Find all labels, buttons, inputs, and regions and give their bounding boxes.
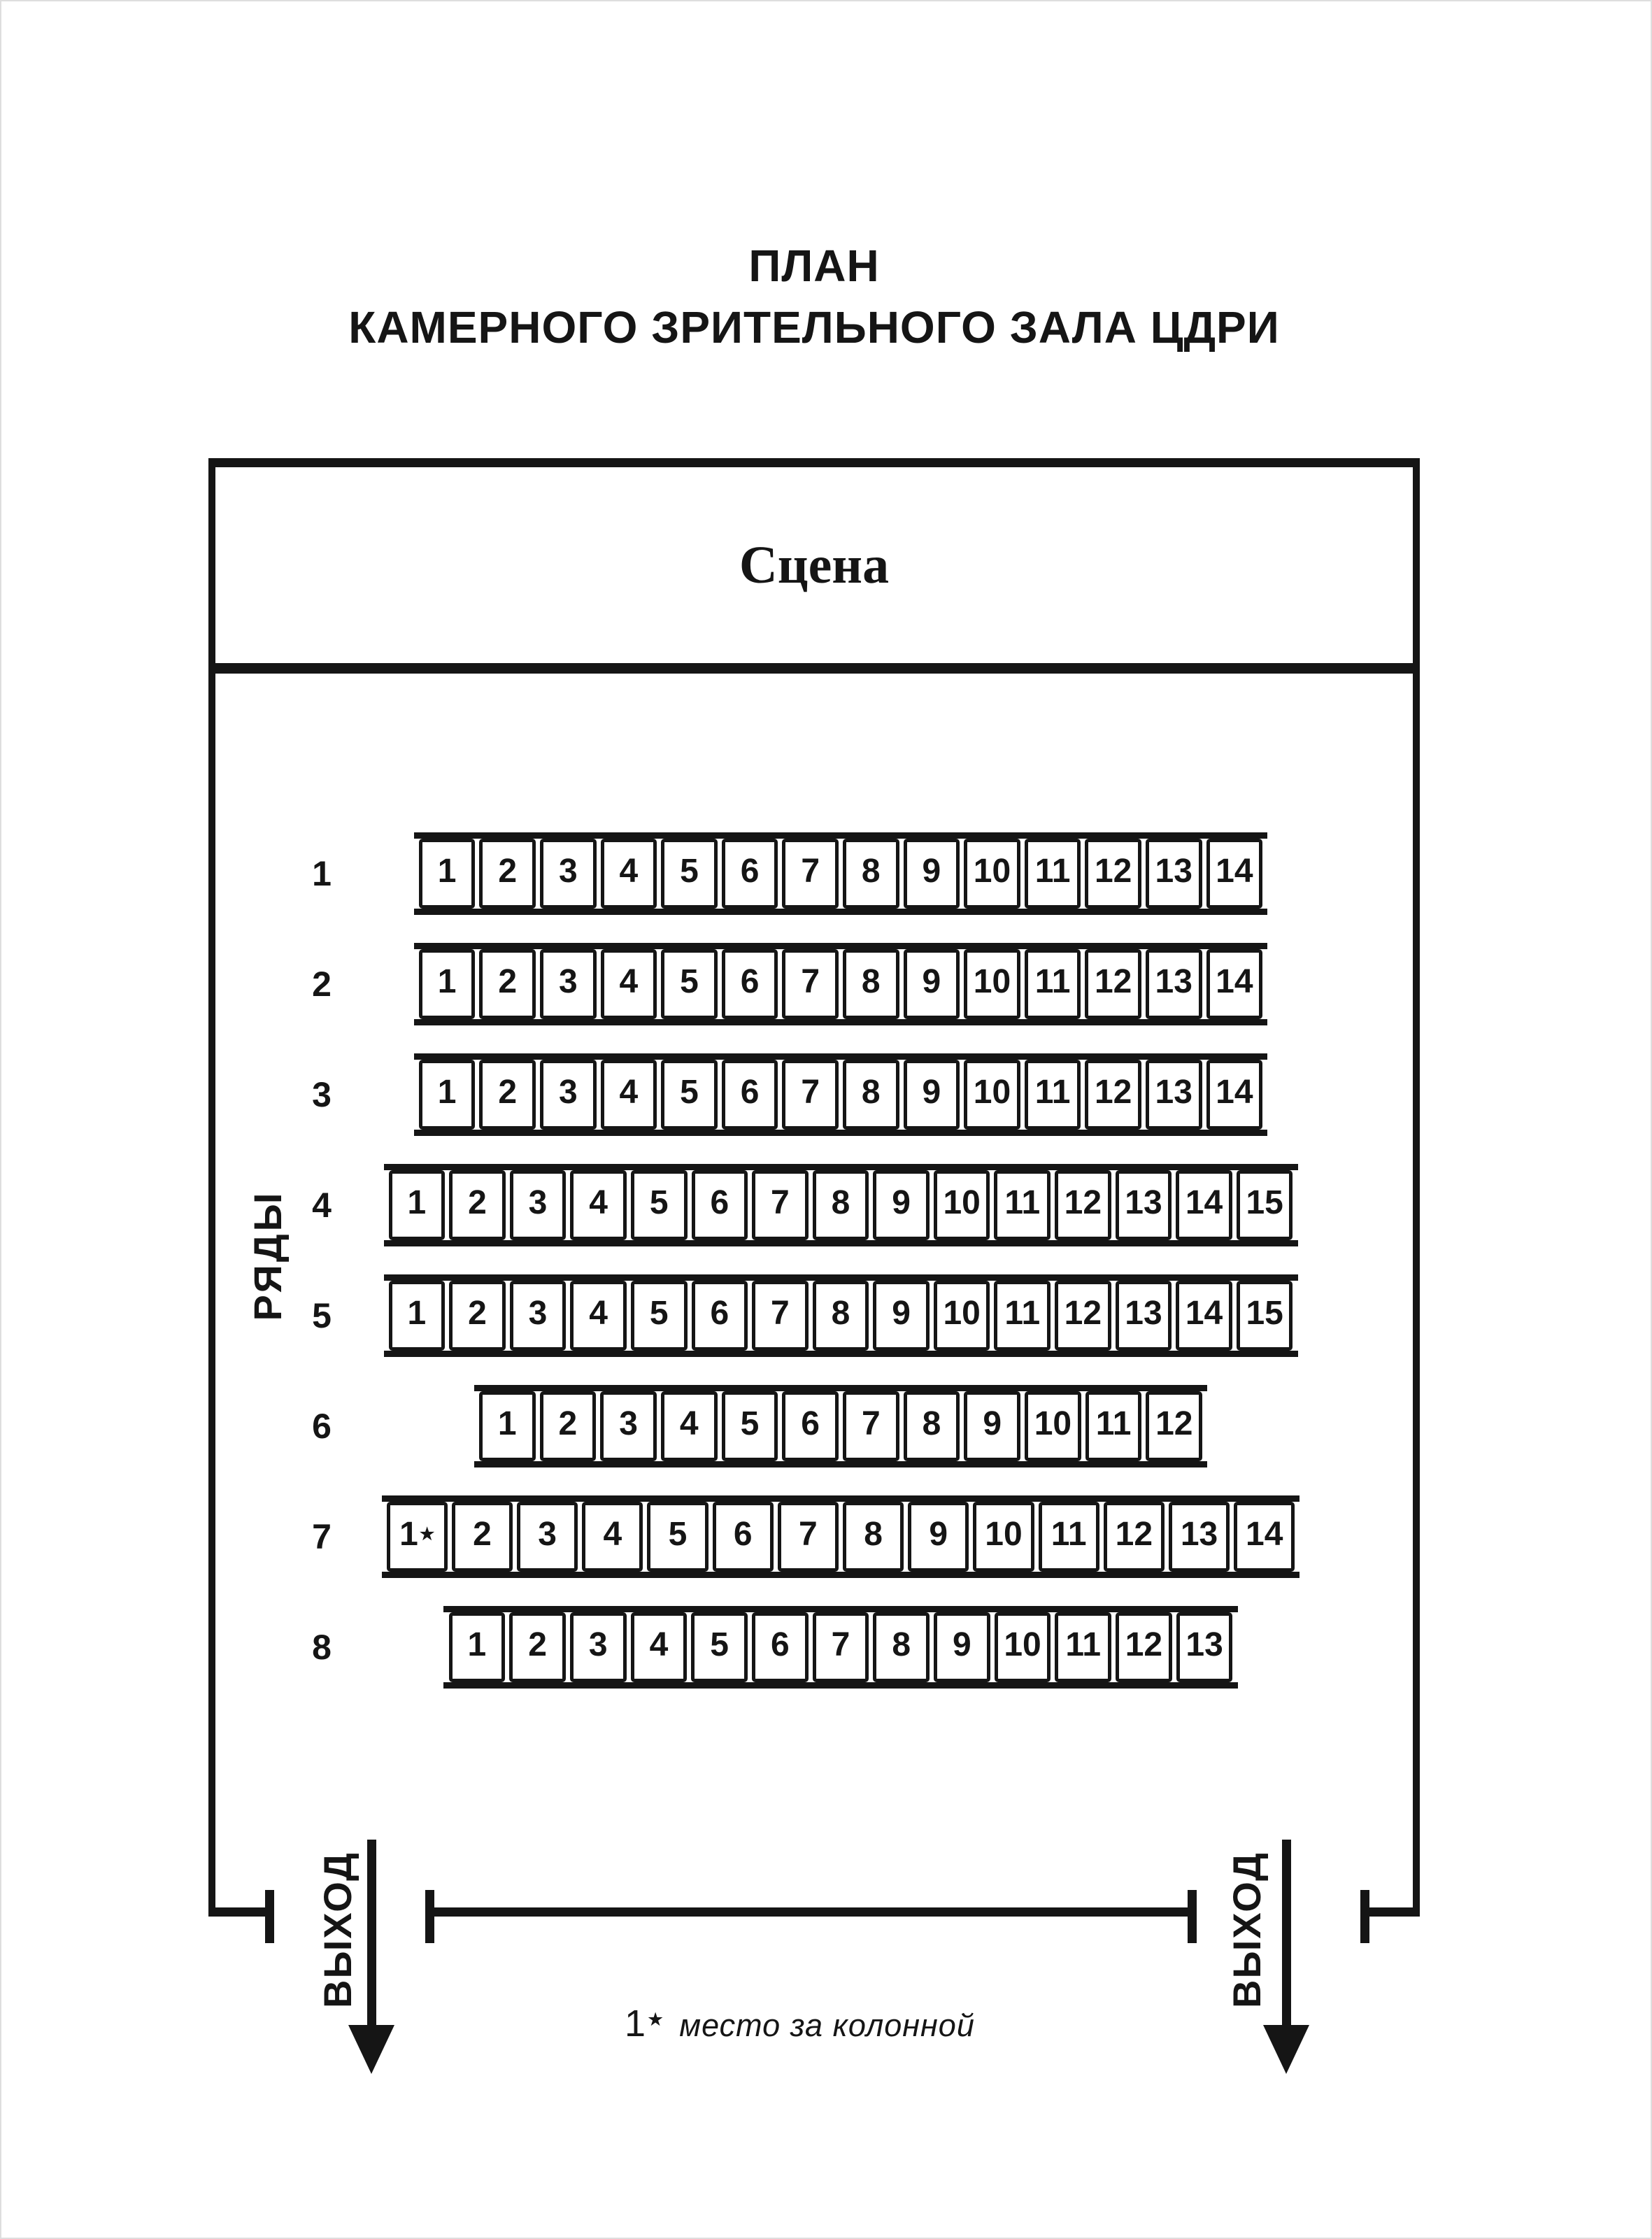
seat: 13: [1146, 949, 1202, 1019]
hall-left-wall: [208, 458, 215, 1917]
seat: 3: [510, 1281, 567, 1351]
seat: 2: [509, 1612, 566, 1682]
seat: 15: [1237, 1281, 1293, 1351]
seat: 4: [661, 1391, 718, 1461]
hall-right-wall: [1413, 458, 1420, 1917]
seat: 8: [813, 1281, 869, 1351]
seat: 11: [1055, 1612, 1111, 1682]
seat: 6: [722, 1060, 778, 1130]
bottom-right-wall: [1365, 1907, 1420, 1917]
seat: 5: [661, 839, 718, 909]
seat-row-8: [443, 1606, 1237, 1689]
seat-row-4: [384, 1164, 1298, 1246]
seat: 6: [722, 949, 778, 1019]
seat: 13: [1146, 1060, 1202, 1130]
seat: 9: [904, 839, 960, 909]
seat: 2: [479, 1060, 536, 1130]
seat: 6: [752, 1612, 809, 1682]
arrow-head: [1263, 2025, 1309, 2074]
seat: 3: [570, 1612, 627, 1682]
seat: 14: [1206, 949, 1263, 1019]
seat: 8: [873, 1612, 930, 1682]
seat: 3: [517, 1502, 578, 1572]
seat: 11: [1085, 1391, 1142, 1461]
seat: 5: [722, 1391, 778, 1461]
seat: 4: [582, 1502, 643, 1572]
seat: 11: [1025, 949, 1081, 1019]
seat: 4: [601, 949, 657, 1019]
seat: 7: [782, 949, 839, 1019]
seat: 7: [782, 1060, 839, 1130]
seat: 14: [1176, 1170, 1232, 1240]
seat: 2: [479, 949, 536, 1019]
legend: [625, 2002, 975, 2045]
bottom-center-wall: [429, 1907, 1193, 1917]
seat: 3: [510, 1170, 567, 1240]
seat: 9: [904, 949, 960, 1019]
seat: 10: [934, 1170, 990, 1240]
seat: 1: [419, 949, 476, 1019]
seat: 10: [964, 949, 1020, 1019]
seat: 11: [994, 1170, 1051, 1240]
seat: 10: [964, 839, 1020, 909]
seat: 4: [631, 1612, 688, 1682]
hall-top-wall: [208, 458, 1420, 467]
door-post: [1360, 1890, 1369, 1943]
seat: 2: [449, 1281, 506, 1351]
stage-area: [208, 467, 1420, 663]
arrow-shaft: [1282, 1840, 1291, 2032]
seat: 6: [782, 1391, 839, 1461]
seat: 12: [1055, 1170, 1111, 1240]
row-label-3: 3: [312, 1075, 332, 1114]
seat: 5: [631, 1170, 688, 1240]
seat-row-3: [414, 1053, 1267, 1136]
arrow-shaft: [367, 1840, 376, 2032]
seat: 12: [1085, 949, 1141, 1019]
seat: 4: [601, 839, 657, 909]
rows-axis-label: РЯДЫ: [245, 1190, 290, 1321]
seat: 2: [449, 1170, 506, 1240]
exit-left-label: ВЫХОД: [315, 1851, 359, 2008]
seat: 11: [1025, 839, 1081, 909]
seat: 9: [964, 1391, 1020, 1461]
row-label-7: 7: [312, 1517, 332, 1556]
seat: 8: [813, 1170, 869, 1240]
seat: 11: [1039, 1502, 1099, 1572]
seat: 5: [661, 949, 718, 1019]
seat: 12: [1116, 1612, 1172, 1682]
seat: 10: [995, 1612, 1051, 1682]
seat: 11: [994, 1281, 1051, 1351]
seat: 1: [419, 839, 476, 909]
seat: 10: [964, 1060, 1020, 1130]
bottom-left-wall: [208, 1907, 271, 1917]
seat: 6: [722, 839, 778, 909]
seat: 7: [782, 839, 839, 909]
door-post: [425, 1890, 434, 1943]
seat: 10: [973, 1502, 1034, 1572]
exit-right-label: ВЫХОД: [1225, 1851, 1269, 2008]
seat: 2: [452, 1502, 513, 1572]
seat: 8: [843, 949, 899, 1019]
seat: 12: [1104, 1502, 1165, 1572]
seat: 9: [904, 1060, 960, 1130]
seat: 8: [843, 839, 899, 909]
seat: 9: [873, 1170, 930, 1240]
seat: 3: [540, 949, 597, 1019]
arrow-head: [348, 2025, 394, 2074]
seat: 5: [691, 1612, 748, 1682]
legend-text: место за колонной: [679, 2007, 975, 2043]
seat: 11: [1025, 1060, 1081, 1130]
seat: 9: [934, 1612, 990, 1682]
seat: 1: [389, 1170, 446, 1240]
seat: 7: [752, 1281, 809, 1351]
page-title-line1: ПЛАН: [748, 241, 880, 291]
seat: 1 ★: [387, 1502, 448, 1572]
door-post: [1188, 1890, 1197, 1943]
seat: 10: [1025, 1391, 1081, 1461]
page-title: [208, 235, 1420, 358]
seat: 12: [1085, 839, 1141, 909]
row-label-4: 4: [312, 1186, 332, 1225]
seat: 8: [843, 1502, 904, 1572]
seat: 9: [908, 1502, 969, 1572]
seat: 14: [1234, 1502, 1295, 1572]
seat: 10: [934, 1281, 990, 1351]
row-label-2: 2: [312, 965, 332, 1004]
seat: 12: [1085, 1060, 1141, 1130]
seat: 1: [419, 1060, 476, 1130]
seat: 1: [389, 1281, 446, 1351]
seat: 13: [1169, 1502, 1230, 1572]
seat-row-2: [414, 943, 1267, 1025]
seat: 13: [1176, 1612, 1233, 1682]
stage-front-wall: [208, 663, 1420, 674]
seat: 12: [1146, 1391, 1202, 1461]
seat: 9: [873, 1281, 930, 1351]
seat: 7: [843, 1391, 899, 1461]
seat: 6: [692, 1281, 748, 1351]
seat: 3: [540, 1060, 597, 1130]
seat-row-6: [474, 1385, 1207, 1467]
row-label-8: 8: [312, 1628, 332, 1667]
seat: 12: [1055, 1281, 1111, 1351]
seat-row-7: [382, 1495, 1300, 1578]
seat: 7: [752, 1170, 809, 1240]
seat: 4: [570, 1281, 627, 1351]
seat: 4: [601, 1060, 657, 1130]
seat: 6: [713, 1502, 774, 1572]
seat: 2: [540, 1391, 597, 1461]
seat: 8: [843, 1060, 899, 1130]
seat: 7: [778, 1502, 839, 1572]
seat: 5: [647, 1502, 708, 1572]
seat: 2: [479, 839, 536, 909]
seat: 4: [570, 1170, 627, 1240]
door-post: [265, 1890, 274, 1943]
seat: 5: [631, 1281, 688, 1351]
seat: 13: [1116, 1281, 1172, 1351]
page-title-line2: КАМЕРНОГО ЗРИТЕЛЬНОГО ЗАЛА ЦДРИ: [348, 302, 1280, 353]
seat: 5: [661, 1060, 718, 1130]
seat: 7: [813, 1612, 869, 1682]
seat: 1: [449, 1612, 506, 1682]
seat: 1: [479, 1391, 536, 1461]
seat-row-5: [384, 1274, 1298, 1357]
seat: 3: [540, 839, 597, 909]
seat: 6: [692, 1170, 748, 1240]
row-label-1: 1: [312, 854, 332, 893]
seat: 8: [904, 1391, 960, 1461]
seat: 14: [1206, 1060, 1263, 1130]
row-label-6: 6: [312, 1407, 332, 1446]
seat: 13: [1116, 1170, 1172, 1240]
seat: 3: [600, 1391, 657, 1461]
stage-label: Сцена: [739, 535, 890, 595]
seat: 15: [1237, 1170, 1293, 1240]
seat: 13: [1146, 839, 1202, 909]
seat: 14: [1176, 1281, 1232, 1351]
legend-marker: 1★: [625, 2003, 664, 2045]
seat: 14: [1206, 839, 1263, 909]
seat-row-1: [414, 832, 1267, 915]
row-label-5: 5: [312, 1296, 332, 1335]
